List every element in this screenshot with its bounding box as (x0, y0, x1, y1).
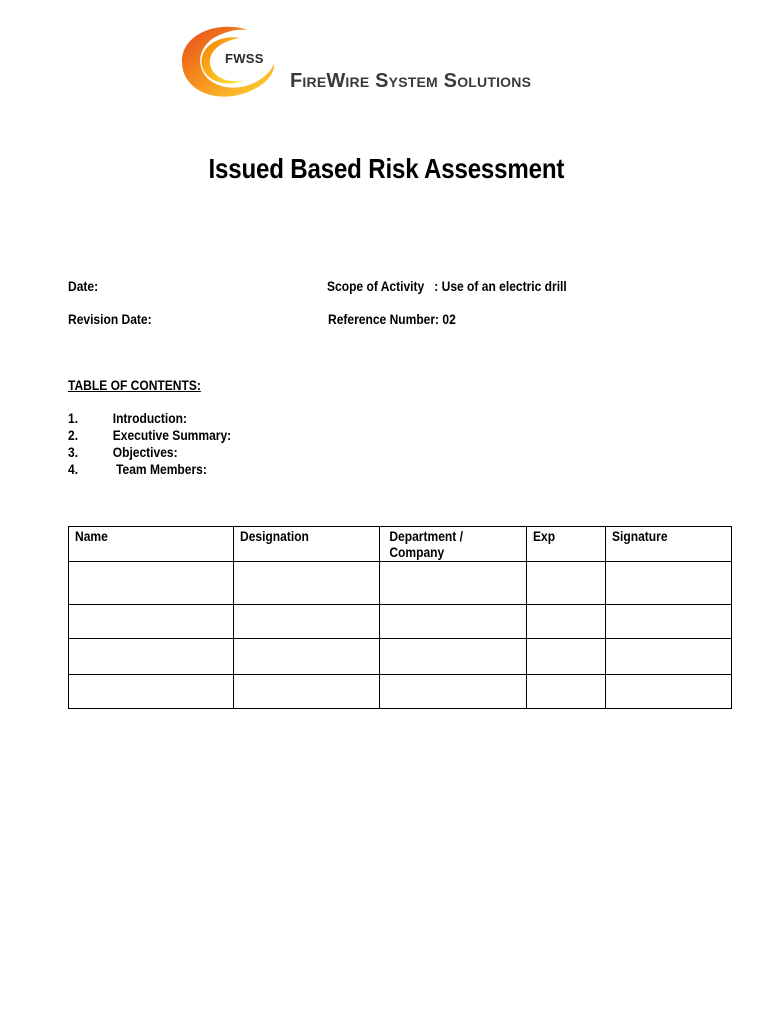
toc-item-number: 4. (68, 461, 79, 477)
department-cell (380, 562, 527, 605)
revision-date-label: Revision Date: (68, 311, 152, 327)
column-header-department-company: Department / Company (380, 527, 527, 562)
signature-cell (606, 639, 732, 675)
company-name: FireWire System Solutions (290, 70, 532, 92)
name-cell (69, 605, 234, 639)
signature-cell (606, 562, 732, 605)
department-cell (380, 605, 527, 639)
toc-item-label: Executive Summary: (112, 427, 232, 443)
toc-item-number: 3. (68, 444, 79, 460)
toc-item-number: 1. (68, 410, 79, 426)
column-header-designation: Designation (234, 527, 380, 562)
exp-cell (527, 675, 606, 709)
toc-item-team-members (68, 461, 207, 478)
team-members-table (68, 526, 732, 709)
department-cell (380, 675, 527, 709)
toc-item-objectives (68, 444, 178, 461)
date-label: Date: (68, 278, 99, 294)
exp-cell (527, 562, 606, 605)
name-cell (69, 562, 234, 605)
toc-item-introduction (68, 410, 187, 427)
toc-item-number: 2. (68, 427, 79, 443)
signature-cell (606, 675, 732, 709)
exp-cell (527, 639, 606, 675)
table-row (69, 562, 732, 605)
signature-cell (606, 605, 732, 639)
department-cell (380, 639, 527, 675)
column-header-signature: Signature (606, 527, 732, 562)
column-header-name: Name (69, 527, 234, 562)
toc-item-label: Team Members: (112, 461, 207, 477)
exp-cell (527, 605, 606, 639)
name-cell (69, 675, 234, 709)
table-row (69, 605, 732, 639)
designation-cell (234, 675, 380, 709)
name-cell (69, 639, 234, 675)
designation-cell (234, 605, 380, 639)
toc-item-label: Introduction: (112, 410, 187, 426)
table-row (69, 639, 732, 675)
toc-item-executive-summary (68, 427, 232, 444)
designation-cell (234, 562, 380, 605)
toc-item-label: Objectives: (112, 444, 178, 460)
table-header-row (69, 527, 732, 562)
reference-number: Reference Number: 02 (328, 311, 456, 327)
scope-of-activity: Scope of Activity : Use of an electric drill (327, 278, 567, 294)
document-title: Issued Based Risk Assessment (208, 153, 565, 184)
designation-cell (234, 639, 380, 675)
toc-list (68, 410, 232, 478)
logo-abbreviation: FWSS (225, 51, 264, 66)
toc-heading: TABLE OF CONTENTS: (68, 377, 201, 393)
column-header-exp: Exp (527, 527, 606, 562)
company-logo (178, 22, 580, 102)
table-row (69, 675, 732, 709)
